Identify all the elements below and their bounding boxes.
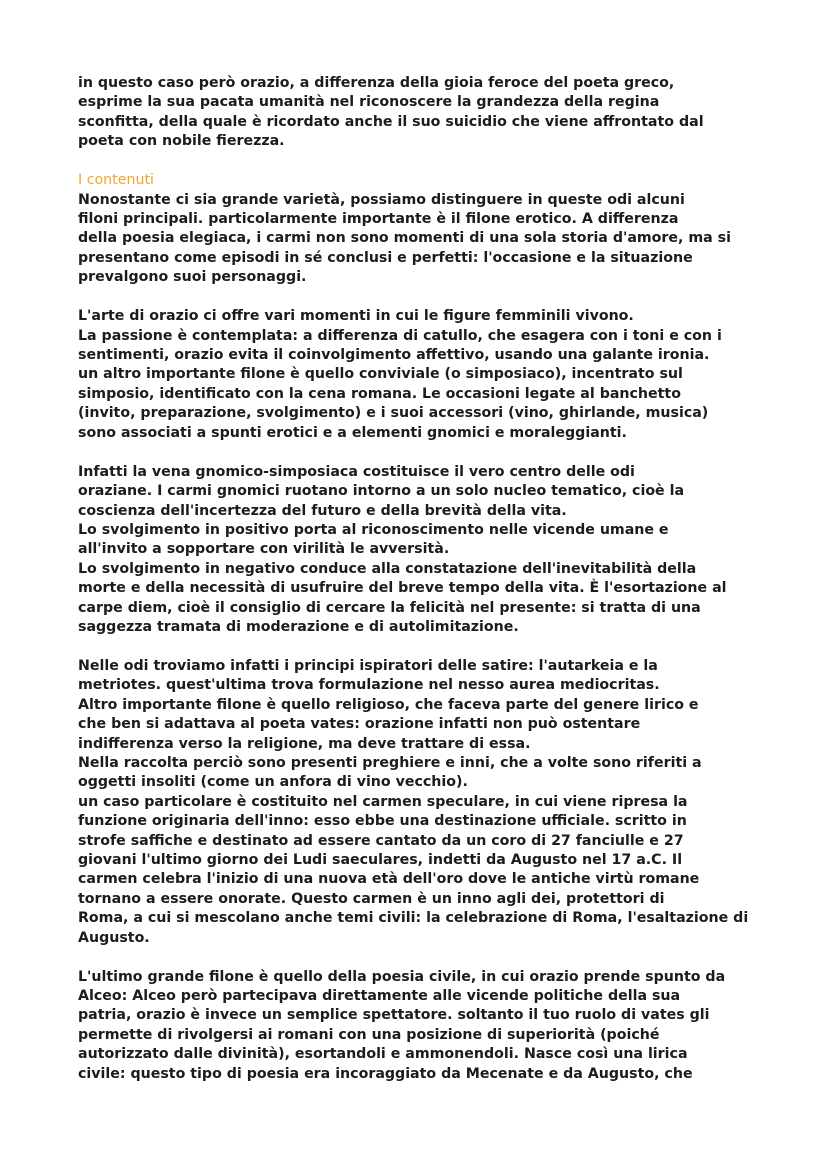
text-line: tornano a essere onorate. Questo carmen è un inno agli dei, protettori di [78,890,665,907]
paragraph-civile [78,968,758,1084]
text-line: Altro importante filone è quello religioso, che faceva parte del genere lirico e [78,696,699,713]
text-line: Augusto. [78,929,150,946]
text-line: prevalgono suoi personaggi. [78,269,307,286]
text-line: morte e della necessità di usufruire del breve tempo della vita. È l'esortazione al [78,580,727,597]
text-line: permette di rivolgersi ai romani con una posizione di superiorità (poiché [78,1026,660,1043]
text-line: all'invito a sopportare con virilità le avversità. [78,541,450,558]
text-line: Infatti la vena gnomico-simposiaca costituisce il vero centro delle odi [78,463,635,480]
paragraph-contenuti [78,171,758,287]
text-line: civile: questo tipo di poesia era incoraggiato da Mecenate e da Augusto, che [78,1065,693,1082]
text-line: autorizzato dalle divinità), esortandoli e ammonendoli. Nasce così una lirica [78,1046,688,1063]
text-line: sentimenti, orazio evita il coinvolgimento affettivo, usando una galante ironia. [78,347,710,364]
paragraph-intro [78,74,758,152]
text-line: Roma, a cui si mescolano anche temi civili: la celebrazione di Roma, l'esaltazione di [78,910,749,927]
text-line: (invito, preparazione, svolgimento) e i suoi accessori (vino, ghirlande, musica) [78,405,709,422]
text-line: presentano come episodi in sé conclusi e perfetti: l'occasione e la situazione [78,249,693,266]
text-line: che ben si adattava al poeta vates: orazione infatti non può ostentare [78,716,641,733]
text-line: L'arte di orazio ci offre vari momenti in cui le figure femminili vivono. [78,308,634,325]
text-line: un caso particolare è costituito nel carmen speculare, in cui viene ripresa la [78,793,688,810]
text-line: oggetti insoliti (come un anfora di vino vecchio). [78,774,468,791]
text-line: carpe diem, cioè il consiglio di cercare la felicità nel presente: si tratta di una [78,599,701,616]
text-line: un altro importante filone è quello conviviale (o simposiaco), incentrato sul [78,366,683,383]
text-line: giovani l'ultimo giorno dei Ludi saeculares, indetti da Augusto nel 17 a.C. Il [78,852,683,868]
text-line: Alceo: Alceo però partecipava direttamente alle vicende politiche della sua [78,988,681,1005]
text-line: carmen celebra l'inizio di una nuova età dell'oro dove le antiche virtù romane [78,871,700,888]
paragraph-satire [78,657,758,948]
text-line: sconfitta, della quale è ricordato anche il suo suicidio che viene affrontato dal [78,113,704,130]
text-line: strofe saffiche e destinato ad essere cantato da un coro di 27 fanciulle e 27 [78,832,684,849]
text-line: filoni principali. particolarmente importante è il filone erotico. A differenza [78,211,679,228]
text-line: sono associati a spunti erotici e a elementi gnomici e moraleggianti. [78,424,627,441]
text-line: indifferenza verso la religione, ma deve trattare di essa. [78,735,531,752]
text-line: Nella raccolta perciò sono presenti preghiere e inni, che a volte sono riferiti a [78,754,702,771]
text-line: esprime la sua pacata umanità nel riconoscere la grandezza della regina [78,94,660,111]
text-line: patria, orazio è invece un semplice spettatore. soltanto il tuo ruolo di vates gli [78,1007,710,1024]
text-line: metriotes. quest'ultima trova formulazione nel nesso aurea mediocritas. [78,677,660,694]
paragraph-arte [78,307,758,443]
text-line: saggezza tramata di moderazione e di autolimitazione. [78,618,519,635]
text-line: in questo caso però orazio, a differenza della gioia feroce del poeta greco, [78,75,675,91]
text-line: coscienza dell'incertezza del futuro e della brevità della vita. [78,502,567,519]
paragraph-gnomico [78,463,758,638]
section-heading: I contenuti [78,172,154,189]
text-line: Nelle odi troviamo infatti i principi ispiratori delle satire: l'autarkeia e la [78,657,658,674]
text-line: funzione originaria dell'inno: esso ebbe una destinazione ufficiale. scritto in [78,813,687,830]
text-line: Nonostante ci sia grande varietà, possiamo distinguere in queste odi alcuni [78,191,685,208]
text-line: simposio, identificato con la cena romana. Le occasioni legate al banchetto [78,385,681,402]
text-line: poeta con nobile fierezza. [78,133,285,150]
text-line: Lo svolgimento in positivo porta al riconoscimento nelle vicende umane e [78,521,669,538]
text-line: oraziane. I carmi gnomici ruotano intorno a un solo nucleo tematico, cioè la [78,483,685,500]
text-line: La passione è contemplata: a differenza di catullo, che esagera con i toni e con i [78,327,722,344]
text-line: L'ultimo grande filone è quello della poesia civile, in cui orazio prende spunto da [78,968,726,985]
text-line: Lo svolgimento in negativo conduce alla constatazione dell'inevitabilità della [78,560,697,577]
text-line: della poesia elegiaca, i carmi non sono momenti di una sola storia d'amore, ma si [78,230,731,247]
